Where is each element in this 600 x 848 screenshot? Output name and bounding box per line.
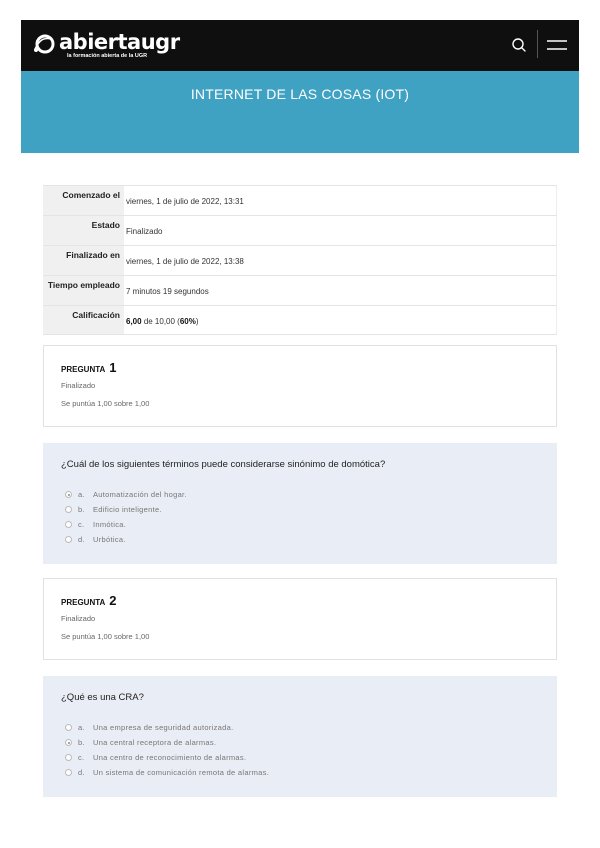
- answer-letter: d.: [78, 768, 85, 777]
- summary-label: Calificación: [43, 306, 124, 334]
- question-content: [43, 676, 557, 797]
- question-grade: Se puntúa 1,00 sobre 1,00: [61, 632, 150, 641]
- radio-button[interactable]: [65, 491, 72, 498]
- summary-row-grade: [43, 305, 557, 335]
- summary-row-state: [43, 215, 557, 245]
- grade-close: ): [195, 317, 199, 326]
- answer-text: Un sistema de comunicación remota de alarmas.: [93, 768, 270, 777]
- answer-list: [65, 720, 269, 780]
- course-title: INTERNET DE LAS COSAS (IOT): [190, 86, 410, 102]
- question-state: Finalizado: [61, 381, 96, 390]
- search-icon[interactable]: [510, 36, 528, 54]
- question-info-card: [43, 345, 557, 427]
- navbar-divider: [537, 30, 538, 58]
- question-prompt: ¿Qué es una CRA?: [61, 692, 144, 703]
- answer-letter: b.: [78, 505, 85, 514]
- question-content: [43, 443, 557, 564]
- radio-button[interactable]: [65, 754, 72, 761]
- answer-letter: d.: [78, 535, 85, 544]
- answer-letter: a.: [78, 723, 85, 732]
- logo-mark-icon: [33, 33, 61, 55]
- summary-value: 7 minutos 19 segundos: [124, 276, 557, 305]
- answer-letter: c.: [78, 753, 85, 762]
- grade-of: de 10,00 (: [143, 317, 180, 326]
- radio-button[interactable]: [65, 769, 72, 776]
- course-banner: [21, 71, 579, 153]
- summary-row-finished: [43, 245, 557, 275]
- radio-button[interactable]: [65, 521, 72, 528]
- summary-value: Finalizado: [124, 216, 557, 245]
- question-heading: [61, 360, 117, 375]
- answer-option[interactable]: [65, 720, 269, 735]
- logo-text: abiertaugr: [59, 30, 180, 54]
- answer-letter: b.: [78, 738, 85, 747]
- question-heading-label: PREGUNTA: [61, 365, 106, 374]
- answer-option[interactable]: [65, 765, 269, 780]
- answer-text: Edificio inteligente.: [93, 505, 162, 514]
- summary-row-time: [43, 275, 557, 305]
- attempt-summary-table: [43, 185, 557, 335]
- answer-text: Inmótica.: [93, 520, 127, 529]
- radio-button[interactable]: [65, 739, 72, 746]
- answer-option[interactable]: [65, 502, 187, 517]
- grade-score: 6,00: [126, 317, 142, 326]
- answer-text: Una central receptora de alarmas.: [93, 738, 217, 747]
- answer-option[interactable]: [65, 750, 269, 765]
- question-prompt: ¿Cuál de los siguientes términos puede considerarse sinónimo de domótica?: [61, 459, 386, 470]
- summary-label: Estado: [43, 216, 124, 245]
- top-navbar: [21, 20, 579, 71]
- summary-value: viernes, 1 de julio de 2022, 13:38: [124, 246, 557, 275]
- answer-letter: a.: [78, 490, 85, 499]
- summary-label: Tiempo empleado: [43, 276, 124, 305]
- summary-value: [124, 306, 557, 334]
- summary-label: Comenzado el: [43, 186, 124, 215]
- radio-button[interactable]: [65, 536, 72, 543]
- radio-button[interactable]: [65, 506, 72, 513]
- hamburger-menu-icon[interactable]: [547, 38, 567, 52]
- answer-option[interactable]: [65, 517, 187, 532]
- logo-tagline: la formación abierta de la UGR: [67, 53, 148, 59]
- summary-row-started: [43, 185, 557, 215]
- question-heading-label: PREGUNTA: [61, 598, 106, 607]
- question-heading: [61, 593, 117, 608]
- answer-text: Urbótica.: [93, 535, 126, 544]
- question-number: 1: [109, 360, 117, 375]
- radio-button[interactable]: [65, 724, 72, 731]
- answer-option[interactable]: [65, 735, 269, 750]
- answer-letter: c.: [78, 520, 85, 529]
- question-info-card: [43, 578, 557, 660]
- grade-percent: 60%: [179, 317, 196, 326]
- question-number: 2: [109, 593, 117, 608]
- question-grade: Se puntúa 1,00 sobre 1,00: [61, 399, 150, 408]
- question-state: Finalizado: [61, 614, 96, 623]
- answer-option[interactable]: [65, 487, 187, 502]
- answer-text: Automatización del hogar.: [93, 490, 187, 499]
- summary-label: Finalizado en: [43, 246, 124, 275]
- answer-option[interactable]: [65, 532, 187, 547]
- site-logo[interactable]: [33, 29, 180, 63]
- answer-text: Una centro de reconocimiento de alarmas.: [93, 753, 247, 762]
- summary-value: viernes, 1 de julio de 2022, 13:31: [124, 186, 557, 215]
- answer-text: Una empresa de seguridad autorizada.: [93, 723, 234, 732]
- answer-list: [65, 487, 187, 547]
